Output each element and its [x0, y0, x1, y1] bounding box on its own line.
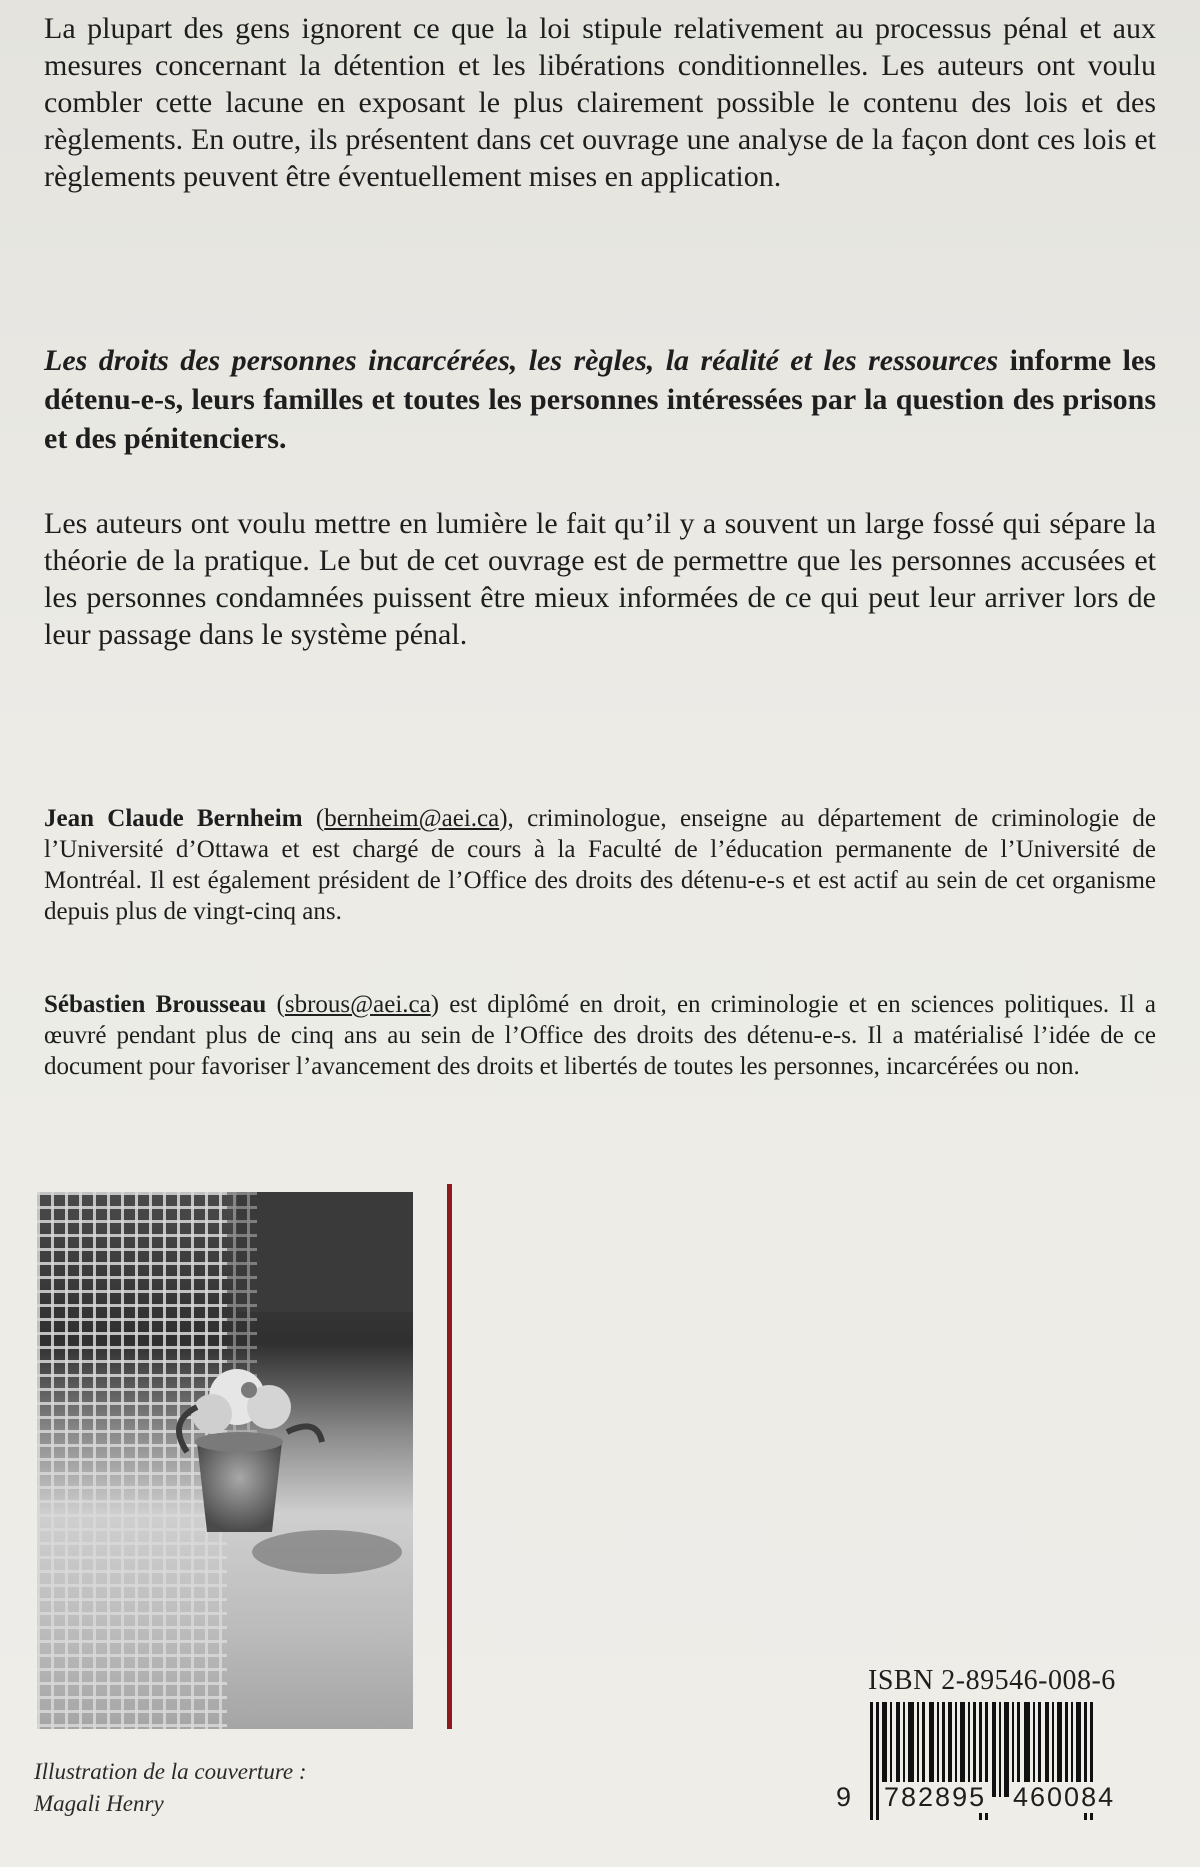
book-title: Les droits des personnes incarcérées, les règles, la réalité et les ressources — [44, 344, 999, 377]
author-bio-text: ) est diplômé en droit, en criminologie et en sciences politiques. Il a œuvré pendant plus de cinq ans au sein de l’Office des droits des détenu-e-s. Il a matérialisé l’idée de ce document pour favoriser l’avancement des droits et libertés de toutes les personnes, incarcérées ou non. — [44, 991, 1156, 1080]
barcode — [836, 1702, 1136, 1852]
illustration-credit — [34, 1756, 434, 1820]
cover-illustration-photo — [37, 1192, 413, 1729]
barcode-digits — [836, 1782, 1136, 1822]
author-name: Sébastien Brousseau — [44, 991, 267, 1018]
intro-paragraph: La plupart des gens ignorent ce que la loi stipule relativement au processus pénal et aux mesures concernant la détention et les libérations conditionnelles. Les auteurs ont voulu combler cette lacune en exposant le plus clairement possible le contenu des lois et des règlements. En outre, ils présentent dans cet ouvrage une analyse de la façon dont ces lois et règlements peuvent être éventuellement mises en application. — [44, 12, 1156, 193]
book-description-paragraph — [44, 341, 1156, 458]
credit-label: Illustration de la couverture : — [34, 1759, 307, 1784]
book-purpose: informe les détenu-e-s, leurs familles et toutes les personnes intéressées par la question des prisons et des pénitenciers. — [44, 344, 1156, 455]
barcode-digits-right: 460084 — [1009, 1782, 1119, 1813]
aim-paragraph: Les auteurs ont voulu mettre en lumière le fait qu’il y a souvent un large fossé qui sépare la théorie de la pratique. Le but de cet ouvrage est de permettre que les personnes accusées et les personnes condamnées puissent être mieux informées de ce qui peut leur arriver lors de leur passage dans le système pénal. — [44, 507, 1156, 651]
credit-artist: Magali Henry — [34, 1791, 164, 1816]
vertical-red-rule — [447, 1184, 452, 1729]
author-email-link[interactable]: sbrous@aei.ca — [284, 991, 431, 1018]
isbn-label: ISBN 2-89546-008-6 — [868, 1665, 1116, 1696]
author-bio-brousseau — [44, 989, 1156, 1082]
barcode-digit-first: 9 — [836, 1782, 852, 1812]
author-name: Jean Claude Bernheim — [44, 805, 303, 832]
author-email-open: ( — [302, 805, 325, 832]
author-email-link[interactable]: bernheim@aei.ca — [324, 805, 500, 832]
author-email-open: ( — [266, 991, 285, 1018]
barcode-digits-left: 782895 — [880, 1782, 990, 1813]
wire-mesh-flower-pot-image — [37, 1192, 413, 1729]
author-bio-text: ), criminologue, enseigne au département de criminologie de l’Université d’Ottawa et est chargé de cours à la Faculté de l’éducation permanente de l’Université de Montréal. Il est également président de l’Office des droits des détenu-e-s et est actif au sein de cet organisme depuis plus de vingt-cinq ans. — [44, 805, 1157, 925]
author-bio-bernheim — [44, 803, 1156, 927]
